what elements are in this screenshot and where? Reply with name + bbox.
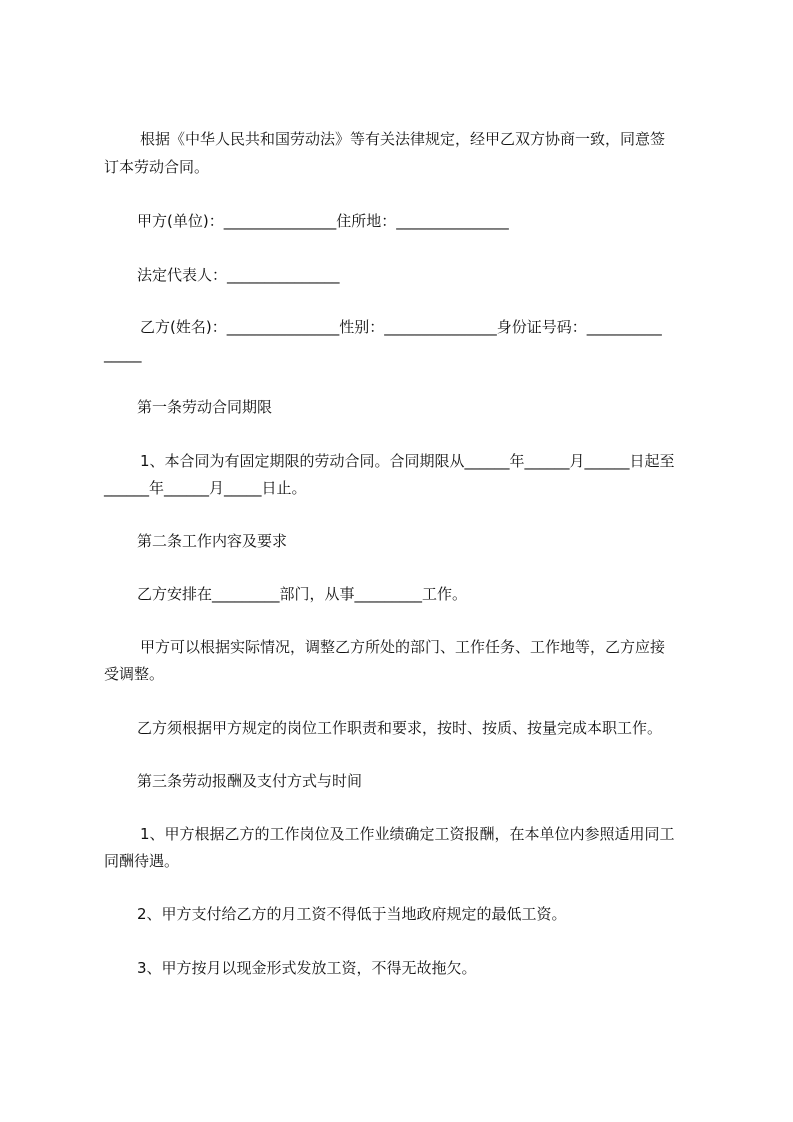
article-3-item-1-line-2: 同酬待遇。 [104, 852, 180, 870]
article-1-item-1-line-1: 1、本合同为有固定期限的劳动合同。合同期限从______年______月______日起至 [140, 452, 675, 470]
article-2-paragraph-1: 乙方安排在_________部门，从事_________工作。 [137, 585, 468, 603]
party-a-line: 甲方(单位)：_______________住所地：_______________ [137, 212, 509, 230]
article-3-item-3: 3、甲方按月以现金形式发放工资，不得无故拖欠。 [137, 959, 477, 977]
article-3-item-2: 2、甲方支付给乙方的月工资不得低于当地政府规定的最低工资。 [137, 905, 567, 923]
article-3-title: 第三条劳动报酬及支付方式与时间 [137, 772, 363, 790]
article-2-title: 第二条工作内容及要求 [137, 532, 288, 550]
party-b-line-2: _____ [104, 345, 142, 363]
article-2-paragraph-3: 乙方须根据甲方规定的岗位工作职责和要求，按时、按质、按量完成本职工作。 [137, 719, 663, 737]
article-2-paragraph-2-line-1: 甲方可以根据实际情况，调整乙方所处的部门、工作任务、工作地等，乙方应接 [140, 638, 666, 656]
article-2-paragraph-2-line-2: 受调整。 [104, 665, 165, 683]
party-b-line-1: 乙方(姓名)：_______________性别：_______________身份证号码：__________ [140, 318, 662, 336]
article-1-item-1-line-2: ______年______月_____日止。 [104, 479, 307, 497]
intro-line-1: 根据《中华人民共和国劳动法》等有关法律规定，经甲乙双方协商一致，同意签 [140, 130, 666, 148]
intro-line-2: 订本劳动合同。 [104, 158, 210, 176]
legal-representative-line: 法定代表人：_______________ [137, 266, 340, 284]
article-1-title: 第一条劳动合同期限 [137, 398, 273, 416]
article-3-item-1-line-1: 1、甲方根据乙方的工作岗位及工作业绩确定工资报酬，在本单位内参照适用同工 [140, 825, 675, 843]
